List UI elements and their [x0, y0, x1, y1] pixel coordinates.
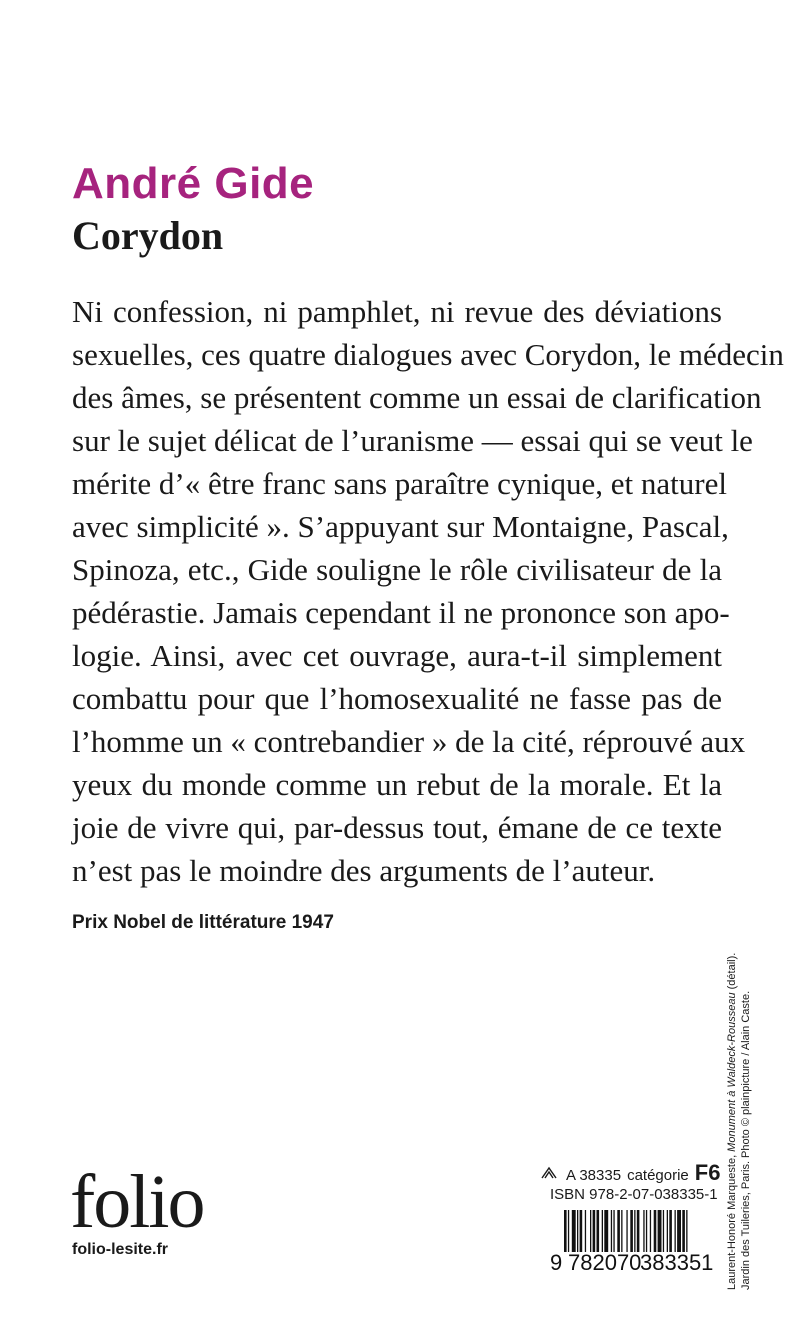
barcode-bar: [611, 1210, 612, 1252]
photo-credit: [725, 890, 765, 1290]
barcode-bar: [675, 1210, 676, 1252]
barcode-bar: [669, 1210, 672, 1252]
blurb-line: logie. Ainsi, avec cet ouvrage, aura-t-il simplement: [72, 638, 722, 673]
barcode-bar: [686, 1210, 687, 1252]
barcode-bar: [677, 1210, 681, 1252]
barcode-bar: [593, 1210, 596, 1252]
barcode-bar: [630, 1210, 633, 1252]
barcode-bar: [658, 1210, 662, 1252]
barcode-bar: [580, 1210, 583, 1252]
barcode-bar: [646, 1210, 647, 1252]
blurb-line: n’est pas le moindre des arguments de l’auteur.: [72, 853, 656, 888]
blurb-line: Spinoza, etc., Gide souligne le rôle civilisateur de la: [72, 552, 722, 587]
barcode-bar: [613, 1210, 614, 1252]
credit-artist: Laurent-Honoré Marqueste,: [726, 1151, 738, 1290]
blurb-line: sur le sujet délicat de l’uranisme — essai qui se veut le: [72, 423, 753, 458]
barcode-bar: [585, 1210, 586, 1252]
back-cover-blurb: [72, 290, 784, 892]
gallimard-mark-icon: [540, 1166, 558, 1185]
credit-work: Monument à Waldeck-Rousseau: [726, 992, 738, 1152]
barcode-digits: 782070: [568, 1250, 642, 1272]
barcode-bar: [634, 1210, 635, 1252]
blurb-line: yeux du monde comme un rebut de la morale. Et la: [72, 767, 722, 802]
folio-logo: folio: [70, 1160, 204, 1244]
isbn: ISBN 978-2-07-038335-1: [550, 1186, 718, 1203]
blurb-line: combattu pour que l’homosexualité ne fasse pas de: [72, 681, 722, 716]
credit-detail: (détail).: [726, 952, 738, 993]
barcode-bar: [617, 1210, 620, 1252]
publisher-website: folio-lesite.fr: [72, 1241, 169, 1258]
barcode-bars: [550, 1210, 715, 1272]
blurb-line: l’homme un « contrebandier » de la cité, réprouvé aux: [72, 724, 746, 759]
barcode-bar: [654, 1210, 657, 1252]
barcode-bar: [667, 1210, 668, 1252]
barcode-bar: [604, 1210, 608, 1252]
barcode-bar: [663, 1210, 664, 1252]
catalog-info: [540, 1160, 720, 1186]
barcode-digits: 383351: [640, 1250, 714, 1272]
book-title: Corydon: [72, 213, 224, 258]
nobel-prize-note: Prix Nobel de littérature 1947: [72, 912, 334, 933]
category-label: catégorie: [627, 1167, 689, 1184]
author-name: André Gide: [72, 159, 315, 208]
blurb-line: mérite d’« être franc sans paraître cynique, et naturel: [72, 466, 727, 501]
barcode: [550, 1210, 715, 1277]
blurb-line: joie de vivre qui, par-dessus tout, émane de ce texte: [72, 810, 722, 845]
barcode-bar: [626, 1210, 627, 1252]
barcode-bar: [568, 1210, 569, 1252]
barcode-bar: [564, 1210, 567, 1252]
blurb-line: Ni confession, ni pamphlet, ni revue des déviations: [72, 294, 722, 329]
price-category: F6: [694, 1160, 721, 1185]
barcode-bar: [682, 1210, 685, 1252]
barcode-bar: [577, 1210, 578, 1252]
barcode-bar: [590, 1210, 591, 1252]
barcode-bar: [621, 1210, 622, 1252]
credit-location: Jardin des Tuileries, Paris. Photo © plainpicture / Alain Caste.: [740, 990, 752, 1290]
barcode-bar: [643, 1210, 644, 1252]
barcode-bar: [572, 1210, 576, 1252]
catalog-code: A 38335: [566, 1167, 622, 1184]
barcode-bar: [637, 1210, 640, 1252]
barcode-digits: 9: [550, 1250, 563, 1272]
barcode-bar: [602, 1210, 603, 1252]
barcode-bar: [597, 1210, 600, 1252]
blurb-line: pédérastie. Jamais cependant il ne prononce son apo-: [72, 595, 730, 630]
blurb-line: avec simplicité ». S’appuyant sur Montaigne, Pascal,: [72, 509, 729, 544]
blurb-line: sexuelles, ces quatre dialogues avec Corydon, le médecin: [72, 337, 784, 372]
barcode-bar: [650, 1210, 651, 1252]
blurb-line: des âmes, se présentent comme un essai de clarification: [72, 380, 762, 415]
